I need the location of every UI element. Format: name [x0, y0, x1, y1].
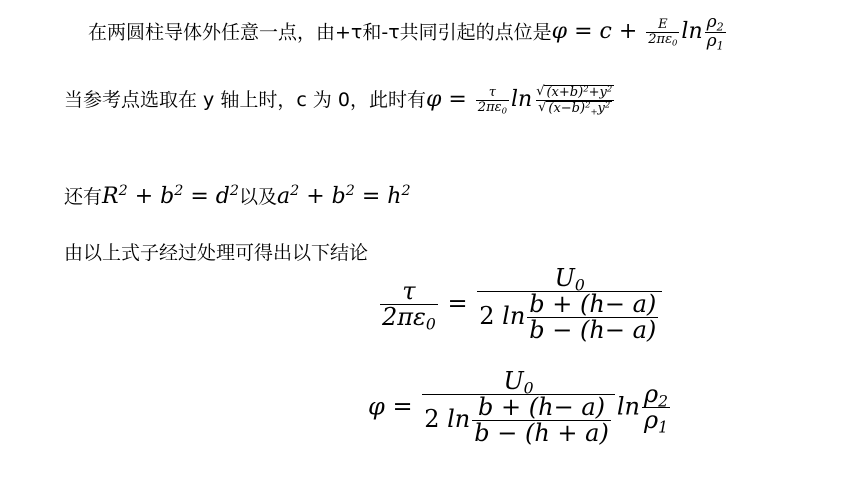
frac-tau-over-2pi-eps0-large: $\frac{\tau}{2\pi\varepsilon_0}$: [382, 277, 436, 334]
formula-R-b-d: $R^2 + b^2 = d^2$: [102, 183, 239, 209]
frac-rho2-over-rho1-large: $\frac{\rho_2}{\rho_1}$: [643, 380, 669, 437]
frac-U0-over-ln-2: $U_0$ 2 ln $\frac{b + (h- a)}{b - (h + a)}$: [422, 369, 615, 447]
paragraph-conclusion-intro: [64, 238, 368, 265]
frac-b-plus-h-minus-a-over-b-minus-h-plus-a: $\frac{b + (h- a)}{b - (h + a)}$: [474, 393, 609, 448]
formula-phi-general: φ = c + $\frac{E}{2\pi\varepsilon_0}$ ln $\frac{\rho_2}{\rho_1}$: [551, 12, 724, 53]
formula-a-b-h: $a^2 + b^2 = h^2$: [276, 183, 411, 209]
p3-text-b: 以及: [238, 186, 277, 208]
frac-sqrt-ratio: √ $(x+b)^2+y^2$ √ $(x-b)^2_+y^2$: [534, 85, 616, 115]
frac-U0-over-ln: $U_0$ 2 ln $\frac{b + (h- a)}{b - (h- a)}$: [477, 266, 662, 344]
p2-text: 当参考点选取在 y 轴上时，c 为 0，此时有: [64, 89, 426, 112]
p1-text: 在两圆柱导体外任意一点，由+τ和-τ共同引起的点位是: [88, 21, 552, 44]
frac-rho2-over-rho1: $\frac{\rho_2}{\rho_1}$: [706, 12, 724, 53]
p3-text-a: 还有: [64, 186, 103, 208]
frac-tau-over-2pi-eps0: $\frac{\tau}{2\pi\varepsilon_0}$: [477, 85, 507, 116]
p4-text: 由以上式子经过处理可得出以下结论: [64, 242, 369, 264]
formula-phi-reference: φ = $\frac{\tau}{2\pi\varepsilon_0}$ ln √ $(x+b)^2+y^2$ √ $(x-b)^2_+y^2$: [426, 87, 618, 112]
frac-E-over-2pi-eps0: $\frac{E}{2\pi\varepsilon_0}$: [648, 17, 678, 48]
frac-b-plus-h-minus-a: $\frac{b + (h- a)}{b - (h- a)}$: [529, 290, 657, 345]
paragraph-potential-reference: [64, 85, 618, 115]
equation-phi-result: φ = $U_0$ 2 ln $\frac{b + (h- a)}{b - (h + a)}$ ln $\frac{\rho_2}{\rho_1}$: [368, 367, 669, 448]
equation-tau-result: $\frac{\tau}{2\pi\varepsilon_0}$ = $U_0$ 2 ln $\frac{b + (h- a)}{b - (h- a)}$: [378, 266, 664, 344]
paragraph-geometry-relations: [64, 182, 411, 209]
paragraph-potential-general: [88, 14, 728, 51]
